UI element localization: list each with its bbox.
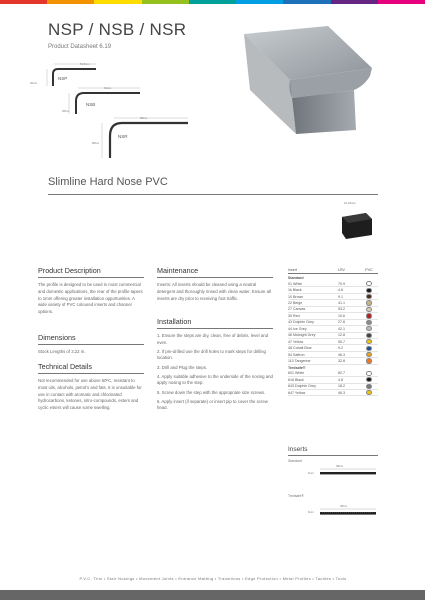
colour-name: 48 Cobalt Blue [288, 346, 312, 351]
colour-swatch [366, 390, 371, 395]
colour-lrv: 55.7 [338, 339, 345, 344]
insert-tredsafe-dim-top: 38mm [340, 505, 348, 508]
colour-name: 54 Saffron [288, 352, 305, 357]
rainbow-stripe [0, 0, 425, 4]
colour-swatch [366, 294, 371, 299]
rainbow-segment [378, 0, 425, 4]
colour-name: 616 Black [288, 377, 304, 382]
colour-lrv: 4.8 [338, 377, 343, 382]
installation-steps [157, 333, 273, 412]
nsr-profile-drawing [96, 116, 192, 160]
rainbow-segment [142, 0, 189, 4]
colour-swatch-cell [360, 390, 378, 395]
installation-step: 2. If pre-drilled use the drill holes to mark steps for drilling location. [157, 348, 266, 361]
installation-step: 4. Apply suitable adhesive to the underside of the nosing and apply nosing to the step. [157, 373, 273, 386]
col-pvc-header: PVC [365, 268, 373, 272]
bottom-bar [0, 590, 425, 600]
colour-table [288, 268, 378, 396]
maintenance-heading: Maintenance [157, 266, 273, 278]
colour-swatch [366, 352, 371, 357]
col-lrv-header: LRV [338, 268, 345, 272]
product-description-block [38, 266, 144, 316]
nsr-label: NSR [118, 134, 128, 139]
colour-swatch [366, 346, 371, 351]
colour-lrv: 46.3 [338, 390, 345, 395]
nsb-label: NSB [86, 102, 96, 107]
colour-swatch-cell [360, 346, 378, 351]
technical-details-text: Not recommended for use above 60ºC, resistant to most oils, alcohols, petrol's and fats. It is unsuitable for use in contact with aromatic and chlorinated hydrocarbons, ketones, nitro-compounds, esters and cyclic esters will cause some swelling. [38, 378, 142, 411]
nsp-dim-top: 51.5mm [80, 63, 90, 66]
colour-swatch [366, 307, 371, 312]
colour-swatch-cell [360, 294, 378, 299]
colour-name: 1k Black [288, 288, 302, 293]
colour-swatch [366, 326, 371, 331]
colour-swatch-cell [360, 333, 378, 338]
colour-swatch-cell [360, 377, 378, 382]
colour-lrv: 82.7 [338, 371, 345, 376]
colour-swatch [366, 333, 371, 338]
inserts-divider [288, 455, 378, 456]
installation-step: 5. Screw down the step with the appropriate size screws. [157, 389, 266, 395]
colour-lrv: 18.2 [338, 384, 345, 389]
rainbow-segment [0, 0, 47, 4]
colour-name: 647 Yellow [288, 390, 306, 395]
colour-name: 643 Dolphin Grey [288, 384, 316, 389]
insert-standard-dim-top: 38mm [336, 465, 344, 468]
installation-step: 6. Apply insert (if separate) or insert pip to cover the screw head. [157, 398, 268, 411]
installation-step: 1. Ensure the steps are dry, clean, free of debris, level and even. [157, 333, 268, 345]
insert-tredsafe-dim-side: 6mm [308, 511, 314, 514]
colour-lrv: 9.2 [338, 346, 343, 351]
colour-swatch-cell [360, 384, 378, 389]
insert-tredsafe-drawing [318, 508, 378, 518]
technical-details-block [38, 362, 144, 412]
colour-lrv: 32.8 [338, 358, 345, 363]
dimensions-heading: Dimensions [38, 333, 144, 345]
colour-swatch [366, 281, 371, 286]
colour-swatch [366, 371, 371, 376]
page-title: NSP / NSB / NSR [48, 20, 187, 39]
rainbow-segment [189, 0, 236, 4]
maintenance-block [157, 266, 273, 302]
nsr-dim-side: 58mm [92, 142, 100, 145]
colour-swatch [366, 313, 371, 318]
rainbow-segment [94, 0, 141, 4]
nsp-label: NSP [58, 76, 68, 81]
colour-name: 110 Tangerine [288, 358, 311, 363]
tredsafe-rows [288, 371, 378, 397]
colour-lrv: 79.9 [338, 281, 345, 286]
colour-lrv: 4.6 [338, 288, 343, 293]
standard-rows [288, 281, 378, 365]
installation-heading: Installation [157, 317, 273, 329]
colour-swatch-cell [360, 320, 378, 325]
colour-lrv: 46.3 [338, 352, 345, 357]
colour-name: 46 Midnight Grey [288, 333, 316, 338]
installation-block [157, 317, 273, 415]
group-standard-label: Standard [288, 276, 304, 280]
colour-row [288, 390, 378, 396]
colour-swatch [366, 377, 371, 382]
rainbow-segment [236, 0, 283, 4]
nsp-profile-drawing [44, 62, 100, 88]
colour-lrv: 12.8 [338, 333, 345, 338]
page-subtitle: Product Datasheet 6.19 [48, 44, 112, 50]
colour-swatch [366, 288, 371, 293]
colour-swatch-cell [360, 281, 378, 286]
colour-swatch [366, 384, 371, 389]
rainbow-segment [331, 0, 378, 4]
colour-swatch-cell [360, 339, 378, 344]
colour-name: 30 Red [288, 313, 300, 318]
maintenance-text: Inserts: All inserts should be cleaned using a neutral detergent and thoroughly rinsed with clean water. Ensure all inserts are dry prior to receiving foot traffic. [157, 282, 271, 301]
colour-lrv: 10.6 [338, 313, 345, 318]
insert-tredsafe-label: Tredsafe® [288, 494, 304, 498]
colour-lrv: 53.2 [338, 307, 345, 312]
product-description-heading: Product Description [38, 266, 144, 278]
colour-swatch [366, 358, 371, 363]
colour-name: 43 Dolphin Grey [288, 320, 314, 325]
section-divider [48, 194, 378, 195]
colour-swatch-cell [360, 371, 378, 376]
insert-standard-drawing [318, 468, 378, 478]
colour-name: 601 White [288, 371, 305, 376]
section-title: Slimline Hard Nose PVC [48, 176, 168, 188]
colour-name: 44 Ice Grey [288, 326, 307, 331]
profile-thumbnail [336, 205, 376, 245]
colour-swatch-cell [360, 300, 378, 305]
colour-swatch-cell [360, 307, 378, 312]
product-hero-image [236, 20, 376, 135]
colour-name: 47 Yellow [288, 339, 304, 344]
footer-product-links: P.V.C. Trim • Stair Nosings • Movement Joints • Entrance Matting • Transitions • Edge Protection • Metal Profiles • Tactiles • Tools [79, 576, 347, 581]
colour-name: 22 Beige [288, 301, 303, 306]
colour-name: 27 Canvas [288, 307, 306, 312]
colour-swatch-cell [360, 326, 378, 331]
colour-name: 10 Brown [288, 294, 304, 299]
nsb-profile-drawing [64, 86, 144, 116]
colour-swatch-cell [360, 352, 378, 357]
thumb-caption: 10.18mm [344, 201, 356, 205]
colour-swatch-cell [360, 358, 378, 363]
technical-details-heading: Technical Details [38, 362, 144, 374]
dimensions-text: Stock Lengths of 3.22 m. [38, 349, 86, 354]
colour-name: 01 White [288, 281, 303, 286]
nsr-dim-top: 68mm [140, 117, 148, 120]
colour-swatch [366, 339, 371, 344]
inserts-heading: Inserts [288, 446, 308, 453]
rainbow-segment [283, 0, 330, 4]
col-insert-header: Insert [288, 268, 297, 272]
colour-swatch-cell [360, 288, 378, 293]
colour-lrv: 42.1 [338, 326, 345, 331]
product-description-text: The profile is designed to be used in most commercial and domestic applications, the rear of the profile tapers to 1mm offering greater installation opportunities. A wide variety of PVC coloured inserts and channel options. [38, 282, 143, 315]
insert-standard-label: Standard [288, 459, 302, 463]
nsb-dim-top: 64mm [104, 87, 112, 90]
nsp-dim-side: 30mm [30, 82, 38, 85]
group-tredsafe-label: Tredsafe® [288, 365, 306, 370]
dimensions-block [38, 333, 144, 356]
colour-lrv: 9.1 [338, 294, 343, 299]
colour-lrv: 27.6 [338, 320, 345, 325]
colour-swatch [366, 300, 371, 305]
colour-table-header [288, 268, 378, 274]
colour-swatch [366, 320, 371, 325]
rainbow-segment [47, 0, 94, 4]
colour-lrv: 41.1 [338, 301, 345, 306]
installation-step: 3. Drill and Plug the steps. [157, 364, 208, 370]
nsb-dim-side: 38mm [62, 110, 70, 113]
insert-standard-dim-side: 6mm [308, 472, 314, 475]
colour-swatch-cell [360, 313, 378, 318]
